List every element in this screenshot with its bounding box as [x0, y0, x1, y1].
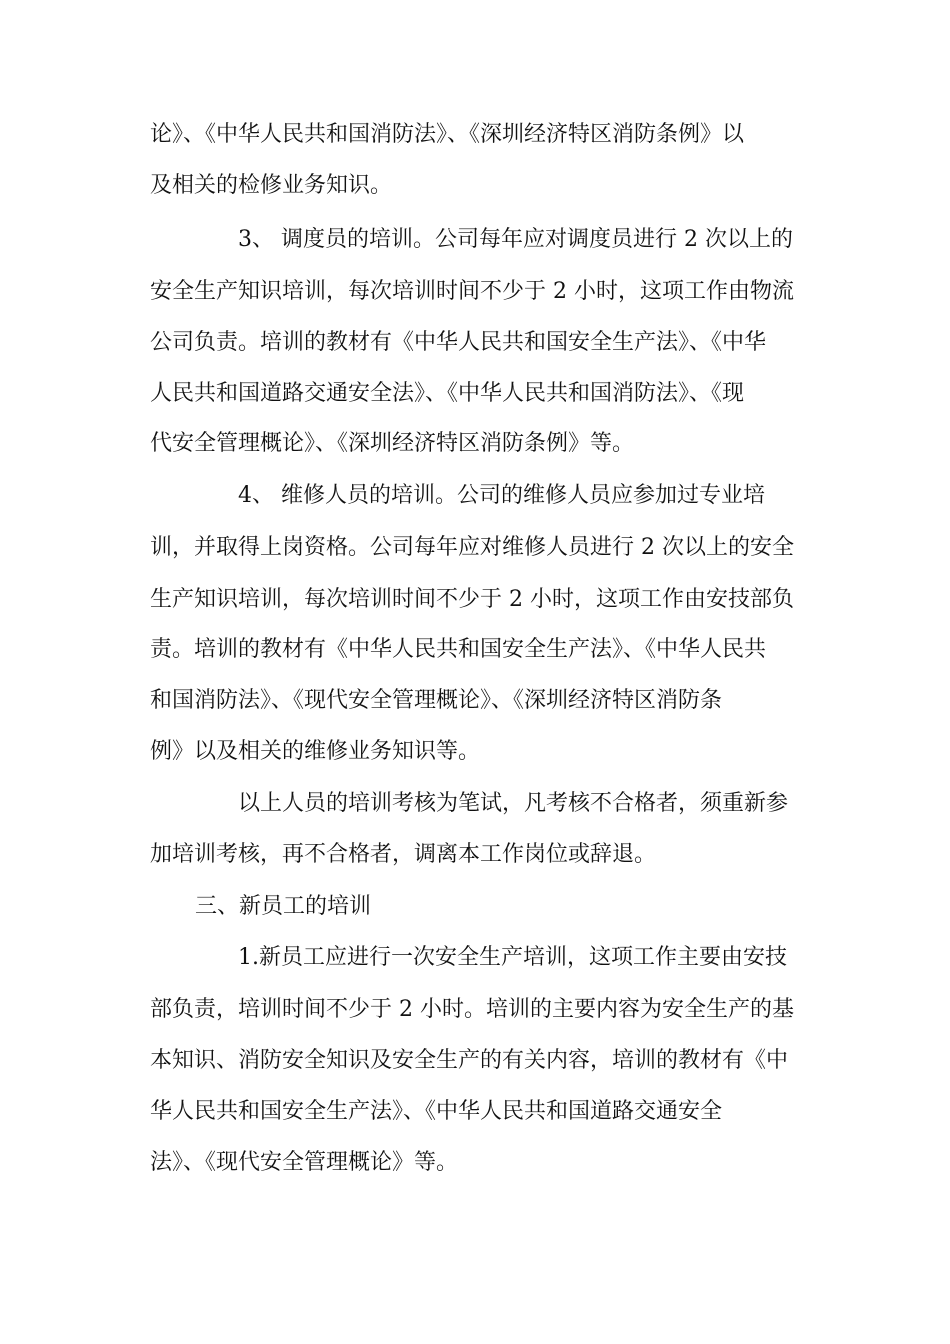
text-line: 例》以及相关的维修业务知识等。	[150, 739, 481, 764]
paragraph-4-heading-line: 4、 维修人员的培训。公司的维修人员应参加过专业培	[238, 483, 765, 508]
text-line: 及相关的检修业务知识。	[150, 173, 393, 198]
new-staff-paragraph-line: 1.新员工应进行一次安全生产培训，这项工作主要由安技	[238, 945, 787, 970]
text-line: 和国消防法》、《现代安全管理概论》、《深圳经济特区消防条	[150, 688, 723, 713]
text-line: 论》、《中华人民共和国消防法》、《深圳经济特区消防条例》以	[150, 122, 745, 147]
text-line: 华人民共和国安全生产法》、《中华人民共和国道路交通安全	[150, 1099, 723, 1124]
assessment-paragraph-line: 以上人员的培训考核为笔试，凡考核不合格者，须重新参	[238, 791, 789, 816]
text-line: 代安全管理概论》、《深圳经济特区消防条例》等。	[150, 431, 635, 456]
text-line: 加培训考核，再不合格者，调离本工作岗位或辞退。	[150, 842, 657, 867]
paragraph-3-heading-line: 3、 调度员的培训。公司每年应对调度员进行 2 次以上的	[238, 227, 793, 252]
text-line: 本知识、消防安全知识及安全生产的有关内容，培训的教材有《中	[150, 1048, 789, 1073]
text-line: 责。培训的教材有《中华人民共和国安全生产法》、《中华人民共	[150, 637, 767, 662]
section-heading: 三、新员工的培训	[195, 894, 372, 919]
text-line: 公司负责。培训的教材有《中华人民共和国安全生产法》、《中华	[150, 330, 767, 355]
text-line: 人民共和国道路交通安全法》、《中华人民共和国消防法》、《现	[150, 381, 745, 406]
text-line: 法》、《现代安全管理概论》等。	[150, 1150, 459, 1175]
text-line: 训，并取得上岗资格。公司每年应对维修人员进行 2 次以上的安全	[150, 535, 794, 560]
text-line: 安全生产知识培训，每次培训时间不少于 2 小时，这项工作由物流	[150, 279, 794, 304]
text-line: 部负责，培训时间不少于 2 小时。培训的主要内容为安全生产的基	[150, 997, 794, 1022]
text-line: 生产知识培训，每次培训时间不少于 2 小时，这项工作由安技部负	[150, 587, 794, 612]
